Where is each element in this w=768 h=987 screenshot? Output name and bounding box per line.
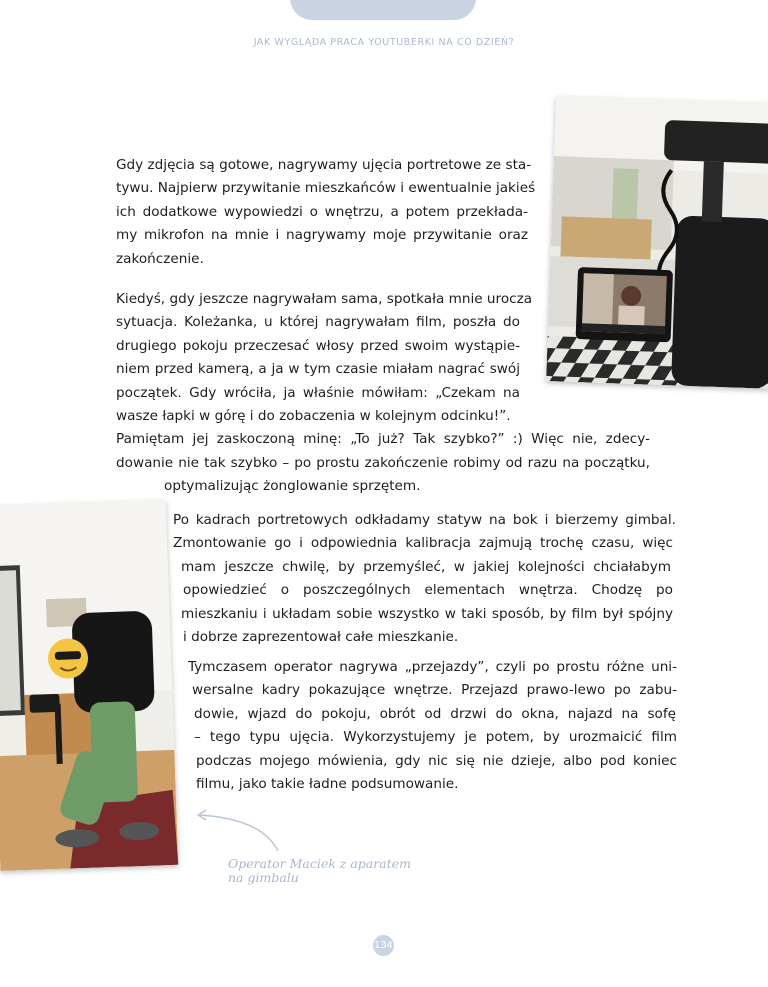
camera-photo-illustration [546, 96, 768, 389]
text-line: Po kadrach portretowych odkładamy statyw na bok i bierzemy gimbal. [173, 512, 676, 528]
text-line: drugiego pokoju przeczesać włosy przed swoim wystąpie- [116, 337, 520, 354]
text-line: dowanie nie tak szybko – po prostu zakończenie robimy od razu na początku, [116, 454, 650, 471]
text-line: Pamiętam jej zaskoczoną minę: „To już? Tak szybko?” :) Więc nie, zdecy- [116, 431, 650, 448]
caption-arrow-icon [190, 805, 290, 855]
text-line: tywu. Najpierw przywitanie mieszkańców i ewentualnie jakieś [116, 180, 536, 197]
text-line: niem przed kamerą, a ja w tym czasie miałam nagrać swój [116, 361, 520, 378]
running-header: JAK WYGLĄDA PRACA YOUTUBERKI NA CO DZIEŃ? [253, 37, 515, 48]
text-line: sytuacja. Koleżanka, u której nagrywałam film, poszła do [116, 314, 520, 331]
text-line: wasze łapki w górę i do zobaczenia w kolejnym odcinku!”. [116, 408, 511, 425]
caption-line: Operator Maciek z aparatem [228, 856, 411, 871]
paragraph-2 [116, 288, 650, 499]
paragraph-3 [173, 509, 675, 649]
caption-line: na gimbalu [228, 870, 299, 885]
text-line: Zmontowanie go i odpowiednia kalibracja zajmują trochę czasu, więc [173, 535, 673, 552]
text-line: optymalizując żonglowanie sprzętem. [164, 478, 421, 495]
photo-caption [228, 857, 411, 885]
text-line: Kiedyś, gdy jeszcze nagrywałam sama, spotkała mnie urocza [116, 291, 533, 307]
text-line: Gdy zdjęcia są gotowe, nagrywamy ujęcia portretowe ze sta- [116, 157, 532, 173]
text-line: my mikrofon na mnie i nagrywamy moje przywitanie oraz [116, 227, 528, 244]
operator-photo-illustration [0, 500, 178, 871]
text-line: wersalne kadry pokazujące wnętrze. Przejazd prawo-lewo po zabu- [192, 682, 677, 699]
operator-gimbal-photo [0, 500, 178, 871]
text-line: Tymczasem operator nagrywa „przejazdy”, czyli po prostu różne uni- [188, 659, 677, 675]
text-line: mam jeszcze chwilę, by przemyśleć, w jakiej kolejności chciałabym [181, 558, 671, 575]
page-number: 134 [373, 935, 394, 956]
text-line: dowie, wjazd do pokoju, obrót od drzwi do okna, najazd na sofę [194, 705, 676, 722]
text-line: ich dodatkowe wypowiedzi o wnętrzu, a potem przekłada- [116, 203, 528, 220]
paragraph-1 [116, 154, 536, 271]
text-line: i dobrze zaprezentował całe mieszkanie. [183, 629, 459, 646]
camera-setup-photo [546, 96, 768, 389]
top-decorative-tab [290, 0, 476, 20]
text-line: filmu, jako takie ładne podsumowanie. [196, 776, 459, 793]
text-line: – tego typu ujęcia. Wykorzystujemy je potem, by urozmaicić film [194, 729, 677, 746]
text-line: podczas mojego mówienia, gdy nic się nie dzieje, albo pod koniec [196, 752, 677, 769]
text-line: opowiedzieć o poszczególnych elementach wnętrza. Chodzę po [183, 582, 673, 599]
text-line: początek. Gdy wróciła, ja właśnie mówiłam: „Czekam na [116, 384, 520, 401]
text-line: mieszkaniu i układam sobie wszystko w taki sposób, by film był spójny [181, 605, 673, 622]
text-line: zakończenie. [116, 250, 204, 267]
paragraph-4 [188, 656, 677, 796]
